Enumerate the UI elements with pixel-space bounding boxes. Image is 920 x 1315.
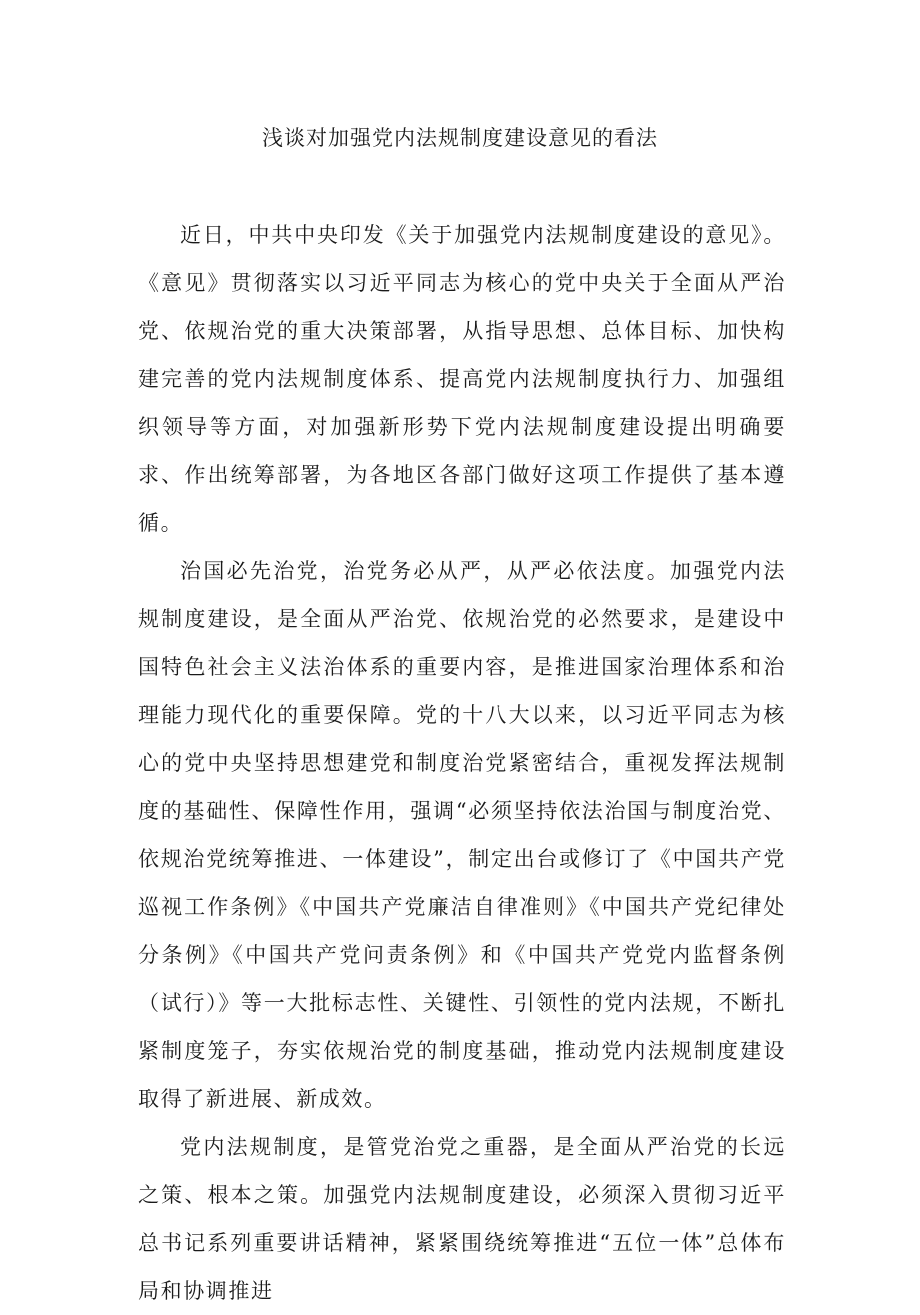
- document-body: [138, 211, 786, 1315]
- paragraph-1: 近日，中共中央印发《关于加强党内法规制度建设的意见》。《意见》贯彻落实以习近平同志为核心的党中央关于全面从严治党、依规治党的重大决策部署，从指导思想、总体目标、加快构建完善的党内法规制度体系、提高党内法规制度执行力、加强组织领导等方面，对加强新形势下党内法规制度建设提出明确要求、作出统筹部署，为各地区各部门做好这项工作提供了基本遵循。: [138, 223, 786, 535]
- document-title: 浅谈对加强党内法规制度建设意见的看法: [262, 126, 658, 150]
- paragraph-3: 党内法规制度，是管党治党之重器，是全面从严治党的长远之策、根本之策。加强党内法规制度建设，必须深入贯彻习近平总书记系列重要讲话精神，紧紧围绕统筹推进“五位一体”总体布局和协调推进: [138, 1135, 786, 1303]
- paragraph-2: 治国必先治党，治党务必从严，从严必依法度。加强党内法规制度建设，是全面从严治党、依规治党的必然要求，是建设中国特色社会主义法治体系的重要内容，是推进国家治理体系和治理能力现代化的重要保障。党的十八大以来，以习近平同志为核心的党中央坚持思想建党和制度治党紧密结合，重视发挥法规制度的基础性、保障性作用，强调“必须坚持依法治国与制度治党、依规治党统筹推进、一体建设”，制定出台或修订了《中国共产党巡视工作条例》《中国共产党廉洁自律准则》《中国共产党纪律处分条例》《中国共产党问责条例》和《中国共产党党内监督条例（试行）》等一大批标志性、关键性、引领性的党内法规，不断扎紧制度笼子，夯实依规治党的制度基础，推动党内法规制度建设取得了新进展、新成效。: [138, 559, 786, 1111]
